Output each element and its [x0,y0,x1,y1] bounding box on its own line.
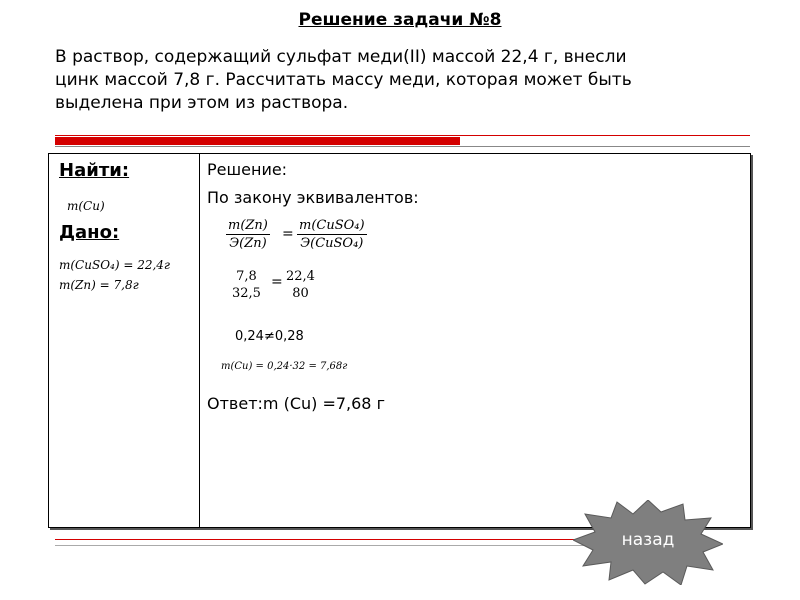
equals-sign-2: = [271,274,283,290]
page-title: Решение задачи №8 [298,10,502,30]
fraction-zn-numerator: m(Zn) [228,218,268,233]
fraction-values-zn [232,269,261,301]
value-22-4: 22,4 [286,269,315,284]
divider-line-gray [55,146,750,147]
answer-text: Ответ:m (Cu) =7,68 г [207,394,385,413]
bottom-divider-red [55,539,615,540]
fraction-zn-denominator: Э(Zn) [229,236,267,251]
law-text: По закону эквивалентов: [207,188,419,207]
fraction-cuso4-denominator: Э(CuSO₄) [300,236,364,251]
comparison-text: 0,24≠0,28 [235,329,304,344]
calculation-formula: m(Cu) = 0,24·32 = 7,68г [221,361,348,372]
problem-statement [55,46,755,115]
given-formula-cuso4: m(CuSO₄) = 22,4г [59,258,170,272]
problem-line-1: В раствор, содержащий сульфат меди(II) массой 22,4 г, внесли [55,47,627,67]
fraction-cuso4 [297,218,367,251]
find-formula: m(Cu) [67,199,105,213]
solution-panel [48,153,751,528]
value-80: 80 [292,286,309,301]
problem-line-2: цинк массой 7,8 г. Рассчитать массу меди, которая может быть [55,70,632,90]
fraction-cuso4-numerator: m(CuSO₄) [299,218,365,233]
back-button[interactable] [573,500,723,585]
find-label: Найти: [59,160,130,181]
back-button-label: назад [621,530,675,550]
divider-line-red-thick [55,137,460,145]
given-formula-zn: m(Zn) = 7,8г [59,278,139,292]
value-32-5: 32,5 [232,286,261,301]
equals-sign-1: = [282,226,294,242]
solution-label: Решение: [207,160,288,179]
value-7-8: 7,8 [236,269,257,284]
fraction-values-cuso4 [284,269,317,301]
fraction-zn [226,218,270,251]
column-divider [199,154,200,527]
problem-line-3: выделена при этом из раствора. [55,93,349,113]
bottom-divider-gray [55,545,615,546]
divider-line-red-thin [55,135,750,136]
given-label: Дано: [59,222,120,243]
